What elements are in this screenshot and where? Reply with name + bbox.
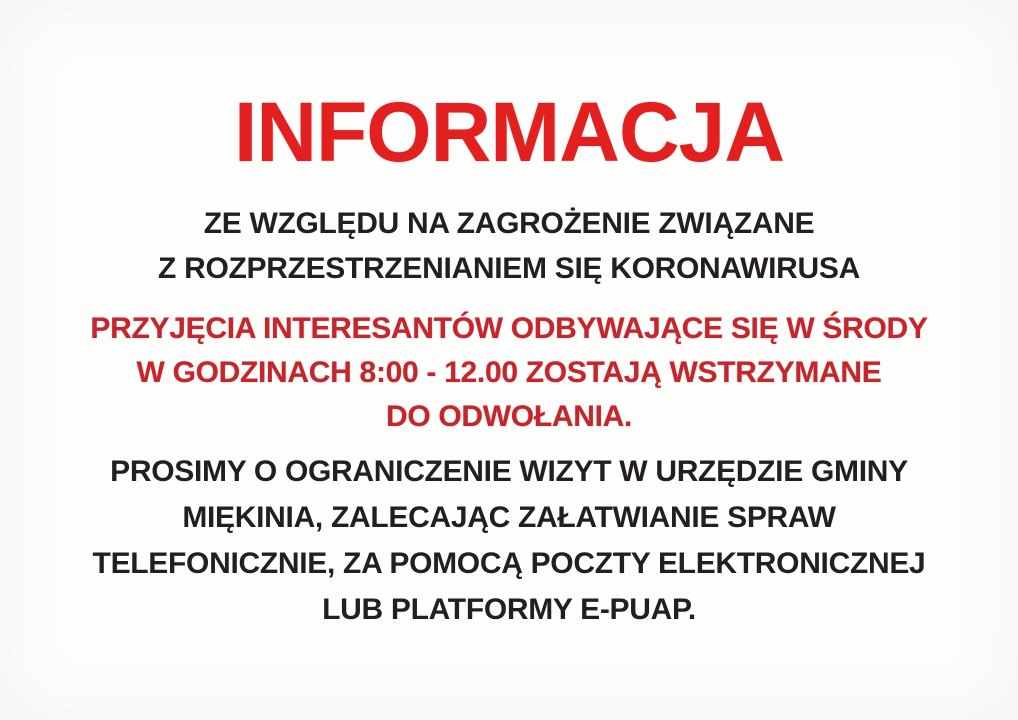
intro-line: ZE WZGLĘDU NA ZAGROŻENIE ZWIĄZANE	[203, 207, 815, 240]
suspension-line: W GODZINACH 8:00 - 12.00 ZOSTAJĄ WSTRZYMANE	[136, 356, 882, 389]
suspension-paragraph	[69, 307, 949, 439]
request-line: LUB PLATFORMY E-PUAP.	[322, 593, 696, 626]
notice-title: INFORMACJA	[234, 85, 784, 179]
request-paragraph	[69, 449, 949, 633]
request-line: PROSIMY O OGRANICZENIE WIZYT W URZĘDZIE GMINY	[110, 455, 908, 488]
suspension-line: DO ODWOŁANIA.	[385, 400, 633, 433]
intro-paragraph	[69, 201, 949, 291]
request-line: TELEFONICZNIE, ZA POMOCĄ POCZTY ELEKTRONICZNEJ	[92, 547, 926, 580]
intro-line: Z ROZPRZESTRZENIANIEM SIĘ KORONAWIRUSA	[158, 252, 860, 285]
request-line: MIĘKINIA, ZALECAJĄC ZAŁATWIANIE SPRAW	[182, 501, 836, 534]
suspension-line: PRZYJĘCIA INTERESANTÓW ODBYWAJĄCE SIĘ W ŚRODY	[90, 312, 928, 345]
